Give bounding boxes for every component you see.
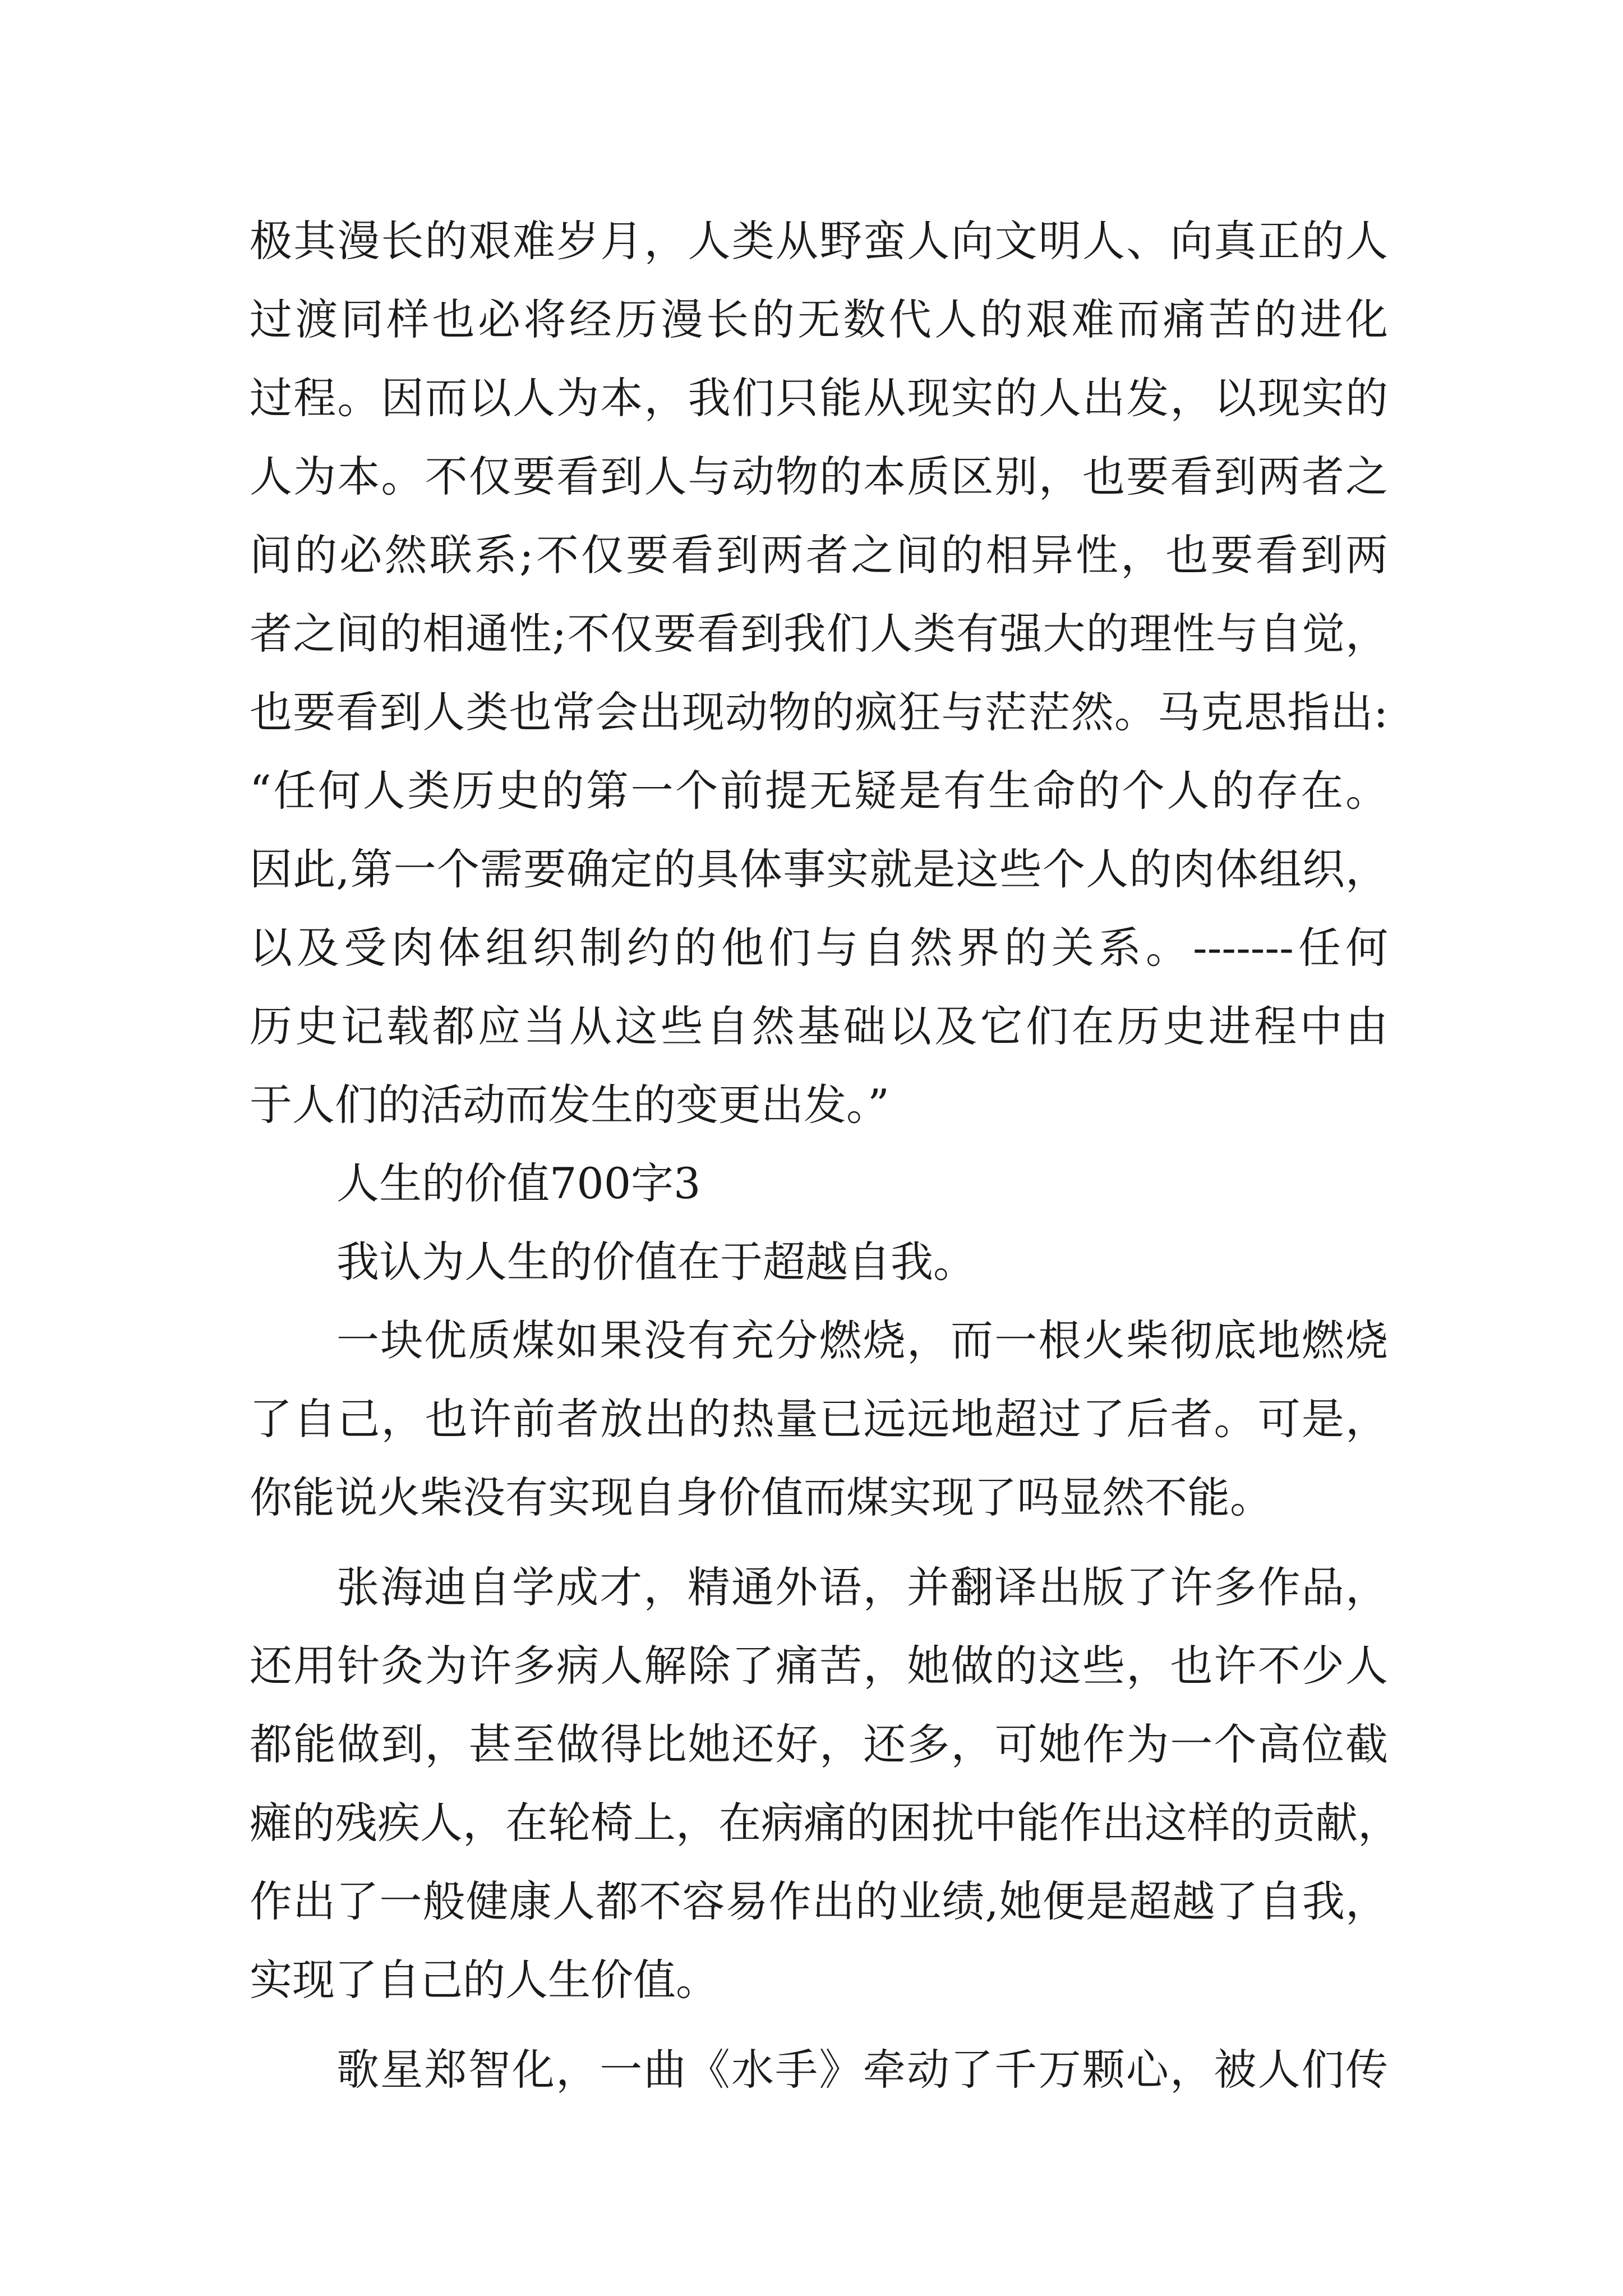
text-line: “任何人类历史的第一个前提无疑是有生命的个人的存在。 [250,766,1388,816]
section-heading: 人生的价值700字3 [336,1158,701,1208]
text-line: 人为本。不仅要看到人与动物的本质区别，也要看到两者之 [250,452,1388,501]
text-line: 还用针灸为许多病人解除了痛苦，她做的这些，也许不少人 [250,1641,1388,1691]
text-line: 作出了一般健康人都不容易作出的业绩,她便是超越了自我， [250,1876,1388,1926]
text-line: 都能做到，甚至做得比她还好，还多，可她作为一个高位截 [250,1719,1388,1769]
text-line: 于人们的活动而发生的变更出发。” [250,1080,889,1130]
text-line: 瘫的残疾人，在轮椅上，在病痛的困扰中能作出这样的贡献， [250,1798,1400,1848]
text-line: 实现了自己的人生价值。 [250,1955,718,2005]
text-line: 者之间的相通性;不仅要看到我们人类有强大的理性与自觉， [250,609,1388,659]
text-line: 张海迪自学成才，精通外语，并翻译出版了许多作品， [336,1562,1388,1612]
text-line: 因此,第一个需要确定的具体事实就是这些个人的肉体组织， [250,844,1388,894]
text-line: 历史记载都应当从这些自然基础以及它们在历史进程中由 [250,1001,1388,1051]
text-line: 一块优质煤如果没有充分燃烧，而一根火柴彻底地燃烧 [336,1315,1388,1365]
text-line: 我认为人生的价值在于超越自我。 [336,1237,976,1287]
text-line: 以及受肉体组织制约的他们与自然界的关系。-------任何 [250,923,1388,973]
text-line: 极其漫长的艰难岁月，人类从野蛮人向文明人、向真正的人 [250,216,1388,266]
text-line: 过渡同样也必将经历漫长的无数代人的艰难而痛苦的进化 [250,295,1388,344]
text-line: 过程。因而以人为本，我们只能从现实的人出发，以现实的 [250,373,1388,423]
text-line: 歌星郑智化，一曲《水手》牵动了千万颗心，被人们传 [336,2045,1388,2095]
text-line: 也要看到人类也常会出现动物的疯狂与茫茫然。马克思指出: [250,687,1388,737]
text-line: 了自己，也许前者放出的热量已远远地超过了后者。可是， [250,1394,1388,1444]
text-line: 间的必然联系;不仅要看到两者之间的相异性，也要看到两 [250,530,1388,580]
text-line: 你能说火柴没有实现自身价值而煤实现了吗显然不能。 [250,1473,1272,1522]
